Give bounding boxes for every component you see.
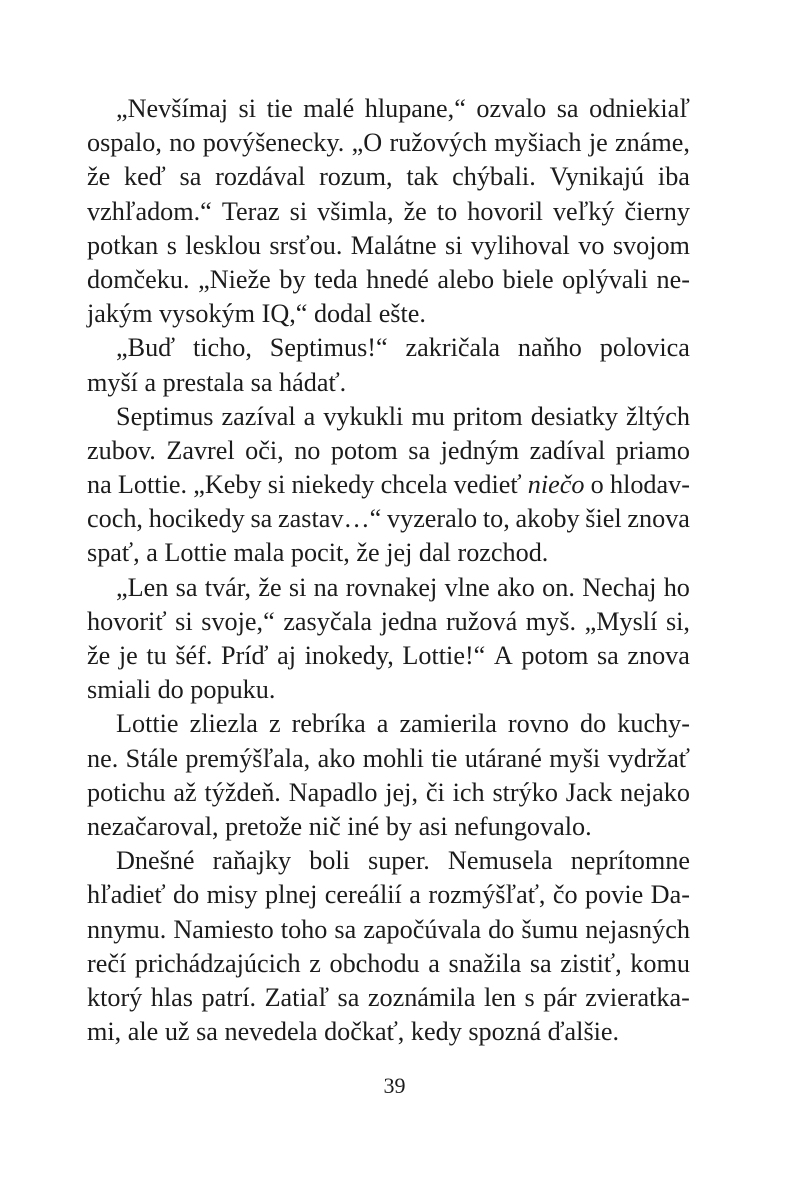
paragraph: [87, 400, 690, 571]
page-number: 39: [383, 1073, 406, 1098]
text-line: „Buď ticho, Septimus!“ zakričala naňho polovica: [116, 333, 690, 363]
text-line: rečí prichádzajúcich z obchodu a snažila sa zistiť, komu: [87, 948, 690, 978]
text-line: „Len sa tvár, že si na rovnakej vlne ako on. Nechaj ho: [116, 572, 690, 602]
text-line: ospalo, no povýšenecky. „O ružových myšiach je známe,: [87, 128, 690, 158]
text-line: potkan s lesklou srsťou. Malátne si vylihoval vo svojom: [87, 230, 690, 260]
text-line: Dnešné raňajky boli super. Nemusela neprítomne: [116, 846, 690, 876]
text-line: Lottie zliezla z rebríka a zamierila rovno do kuchy-: [116, 709, 690, 739]
text-line: coch, hocikedy sa zastav…“ vyzeralo to, akoby šiel znova: [87, 504, 690, 534]
text-line: ne. Stále premýšľala, ako mohli tie utárané myši vydržať: [87, 743, 690, 773]
text-line: mi, ale už sa nevedela dočkať, kedy spozná ďalšie.: [87, 1017, 620, 1047]
paragraph: [87, 92, 690, 331]
text-line: potichu až týždeň. Napadlo jej, či ich strýko Jack nejako: [87, 777, 690, 807]
text-line: nezačaroval, pretože nič iné by asi nefungovalo.: [87, 811, 592, 841]
text-line: hovoriť si svoje,“ zasyčala jedna ružová myš. „Myslí si,: [87, 606, 690, 636]
text-line: zubov. Zavrel oči, no potom sa jedným zadíval priamo: [87, 435, 690, 465]
text-line: ktorý hlas patrí. Zatiaľ sa zoznámila len s pár zvieratka-: [87, 982, 690, 1012]
paragraph: [87, 844, 690, 1049]
text-line: domčeku. „Nieže by teda hnedé alebo biele oplývali ne-: [87, 264, 690, 294]
text-line: že je tu šéf. Príď aj inokedy, Lottie!“ A potom sa znova: [87, 641, 690, 670]
text-line: na Lottie. „Keby si niekedy chcela vedieť niečo o hlodav-: [87, 470, 690, 500]
text-line: hľadieť do misy plnej cereálií a rozmýšľať, čo povie Da-: [87, 880, 690, 910]
text-line: že keď sa rozdával rozum, tak chýbali. Vynikajú iba: [87, 162, 690, 192]
text-line: spať, a Lottie mala pocit, že jej dal rozchod.: [87, 538, 549, 568]
text-line: smiali do popuku.: [87, 675, 276, 705]
body-text: [87, 92, 690, 1049]
text-line: myší a prestala sa hádať.: [87, 367, 347, 397]
text-line: Septimus zazíval a vykukli mu pritom desiatky žltých: [116, 401, 690, 431]
text-line: „Nevšímaj si tie malé hlupane,“ ozvalo sa odniekiaľ: [116, 94, 690, 123]
paragraph: [87, 707, 690, 844]
paragraph: [87, 331, 690, 399]
text-line: jakým vysokým IQ,“ dodal ešte.: [87, 299, 426, 329]
text-line: vzhľadom.“ Teraz si všimla, že to hovoril veľký čierny: [87, 196, 690, 226]
paragraph: [87, 571, 690, 708]
text-line: nnymu. Namiesto toho sa započúvala do šumu nejasných: [87, 914, 690, 944]
